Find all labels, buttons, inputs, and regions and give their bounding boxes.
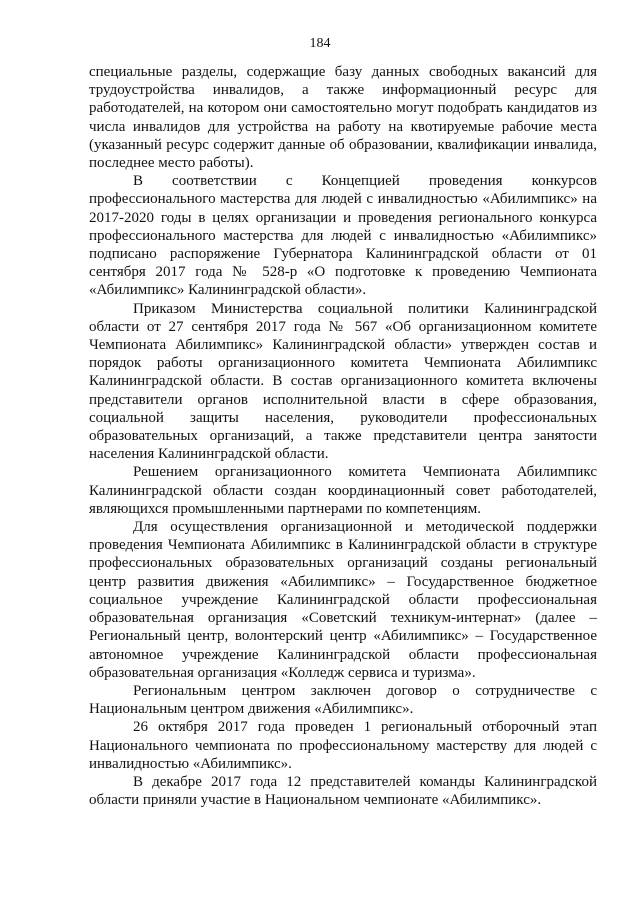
paragraph-1: специальные разделы, содержащие базу данных свободных вакансий для трудоустройства инвалидов, а также информационный ресурс для работодателей, на котором они самостоятельно могут подобрать кандидатов из числа инвалидов для устройства на работу на квотируемые рабочие места (указанный ресурс содержит данные об образовании, квалификации инвалида, последнее место работы). — [89, 64, 597, 172]
paragraph-4: Решением организационного комитета Чемпионата Абилимпикс Калининградской области создан координационный совет работодателей, являющихся промышленными партнерами по компетенциям. — [89, 464, 597, 517]
paragraph-2: В соответствии с Концепцией проведения конкурсов профессионального мастерства для людей с инвалидностью «Абилимпикс» на 2017-2020 годы в целях организации и проведения регионального конкурса профессионального мастерства для людей с инвалидностью «Абилимпикс» подписано распоряжение Губернатора Калининградской области от 01 сентября 2017 года № 528-р «О подготовке к проведению Чемпионата «Абилимпикс» Калининградской области». — [89, 173, 597, 299]
paragraph-3: Приказом Министерства социальной политики Калининградской области от 27 сентября 2017 года № 567 «Об организационном комитете Чемпионата Абилимпикс» Калининградской области» утвержден состав и порядок работы организационного комитета Чемпионата Абилимпикс Калининградской области. В состав организационного комитета включены представители органов исполнительной власти в сфере образования, социальной защиты населения, руководители профессиональных образовательных организаций, а также представители центра занятости населения Калининградской области. — [89, 300, 597, 463]
page-number: 184 — [309, 36, 331, 51]
document-body — [89, 63, 597, 809]
paragraph-5: Для осуществления организационной и методической поддержки проведения Чемпионата Абилимпикс в Калининградской области в структуре профессиональных образовательных организаций созданы региональный центр развития движения «Абилимпикс» – Государственное бюджетное социальное учреждение Калининградской области профессиональная образовательная организация «Советский техникум-интернат» (далее – Региональный центр, волонтерский центр «Абилимпикс» – Государственное автономное учреждение Калининградской области профессиональная образовательная организация «Колледж сервиса и туризма». — [89, 519, 597, 681]
paragraph-7: 26 октября 2017 года проведен 1 региональный отборочный этап Национального чемпионата по профессиональному мастерству для людей с инвалидностью «Абилимпикс». — [89, 719, 597, 772]
paragraph-6: Региональным центром заключен договор о сотрудничестве с Национальным центром движения «Абилимпикс». — [89, 682, 597, 718]
paragraph-8: В декабре 2017 года 12 представителей команды Калининградской области приняли участие в Национальном чемпионате «Абилимпикс». — [89, 773, 597, 809]
